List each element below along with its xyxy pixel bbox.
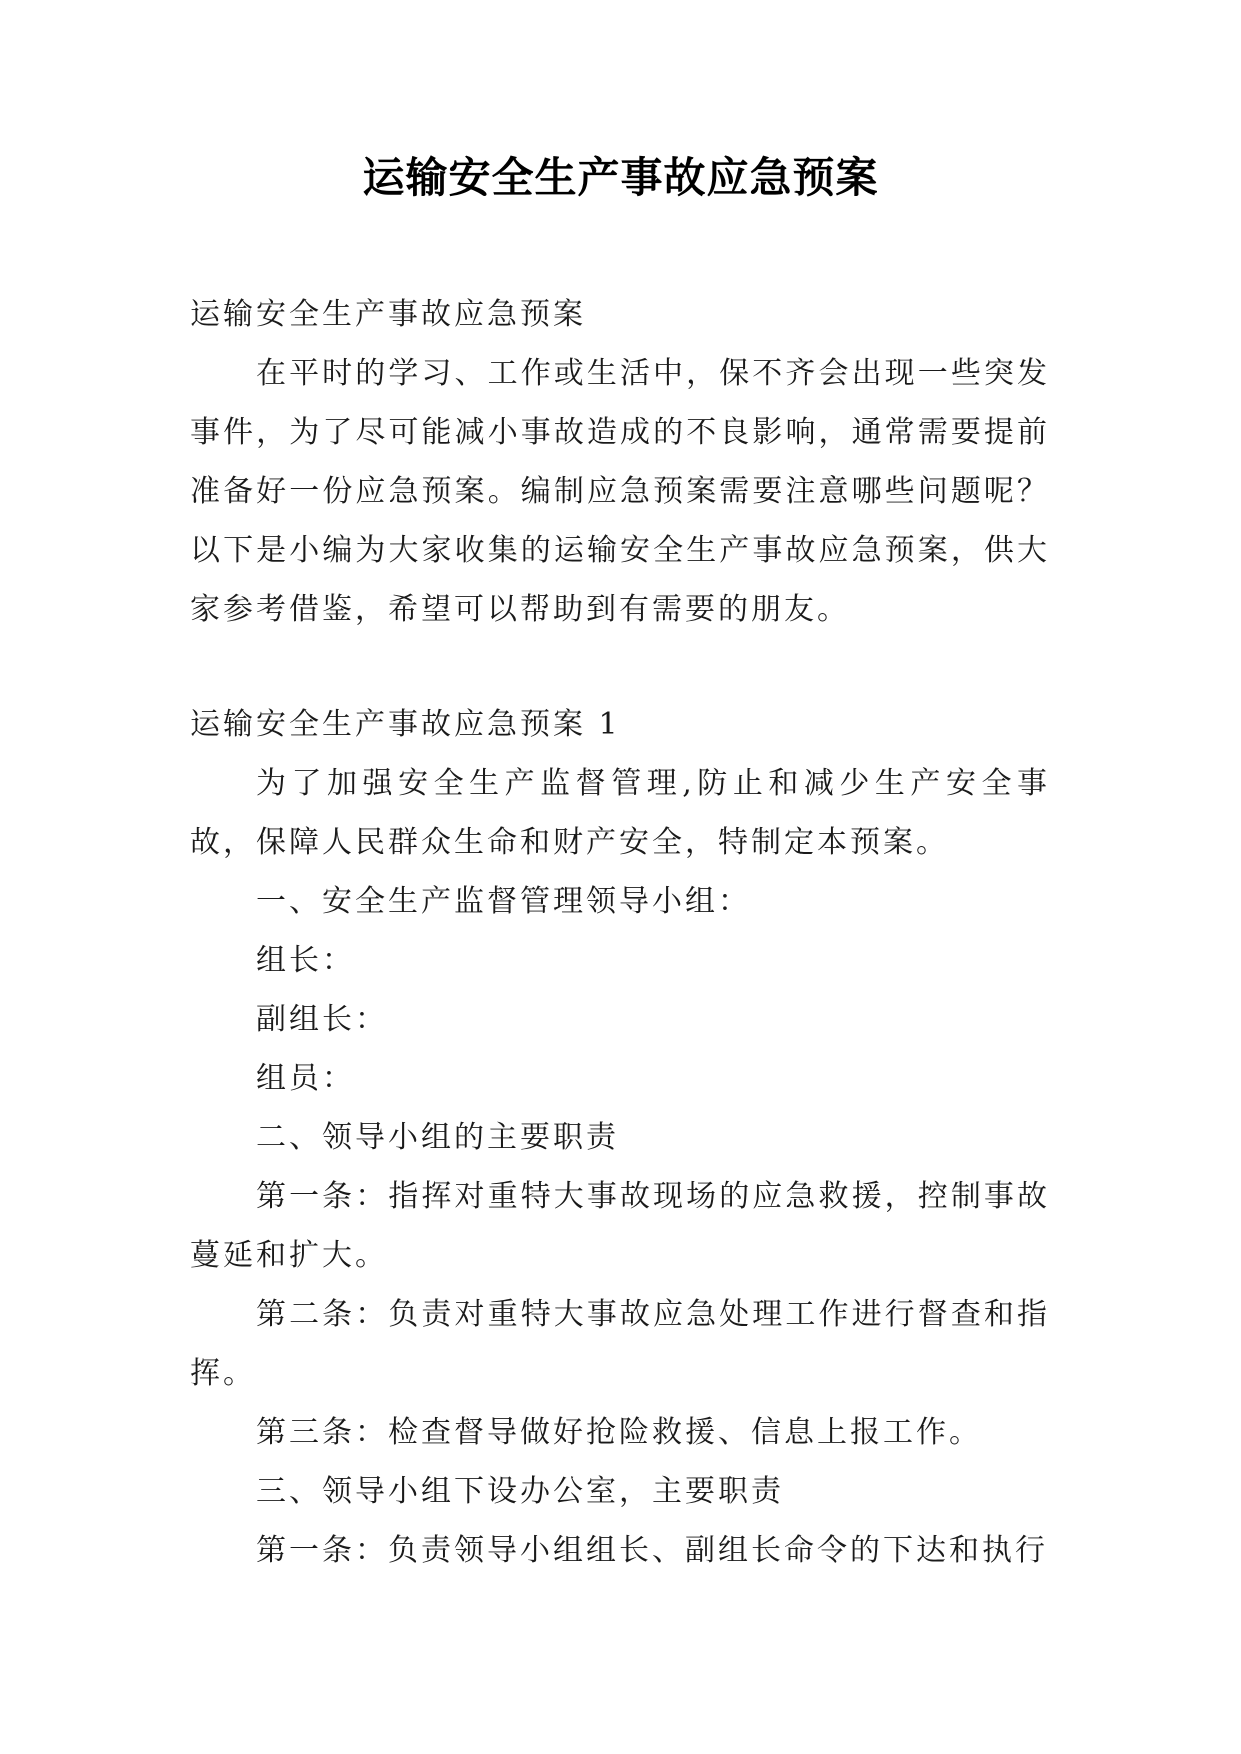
document-title: 运输安全生产事故应急预案 [362, 153, 879, 202]
section-heading: 运输安全生产事故应急预案 1 [190, 707, 621, 742]
paragraph-leader: 组长： [256, 943, 355, 978]
paragraph-office-article-1: 第一条：负责领导小组组长、副组长命令的下达和执行 [256, 1533, 1048, 1568]
paragraph-purpose: 为了加强安全生产监督管理,防止和减少生产安全事故，保障人民群众生命和财产安全，特制定本预案。 [190, 766, 1050, 860]
paragraph-article-3: 第三条：检查督导做好抢险救援、信息上报工作。 [256, 1415, 982, 1450]
paragraph-members: 组员： [256, 1061, 355, 1096]
paragraph-article-2: 第二条：负责对重特大事故应急处理工作进行督查和指挥。 [190, 1297, 1050, 1391]
paragraph-group-heading: 一、安全生产监督管理领导小组： [256, 884, 751, 919]
subtitle: 运输安全生产事故应急预案 [190, 297, 586, 332]
document-body [190, 285, 1050, 1580]
paragraph-deputy-leader: 副组长： [256, 1002, 388, 1037]
intro-paragraph: 在平时的学习、工作或生活中，保不齐会出现一些突发事件，为了尽可能减小事故造成的不良影响，通常需要提前准备好一份应急预案。编制应急预案需要注意哪些问题呢？以下是小编为大家收集的运输安全生产事故应急预案，供大家参考借鉴，希望可以帮助到有需要的朋友。 [190, 356, 1050, 627]
paragraph-duties-heading: 二、领导小组的主要职责 [256, 1120, 619, 1155]
paragraph-article-1: 第一条：指挥对重特大事故现场的应急救援，控制事故蔓延和扩大。 [190, 1179, 1050, 1273]
paragraph-office-heading: 三、领导小组下设办公室，主要职责 [256, 1474, 784, 1509]
